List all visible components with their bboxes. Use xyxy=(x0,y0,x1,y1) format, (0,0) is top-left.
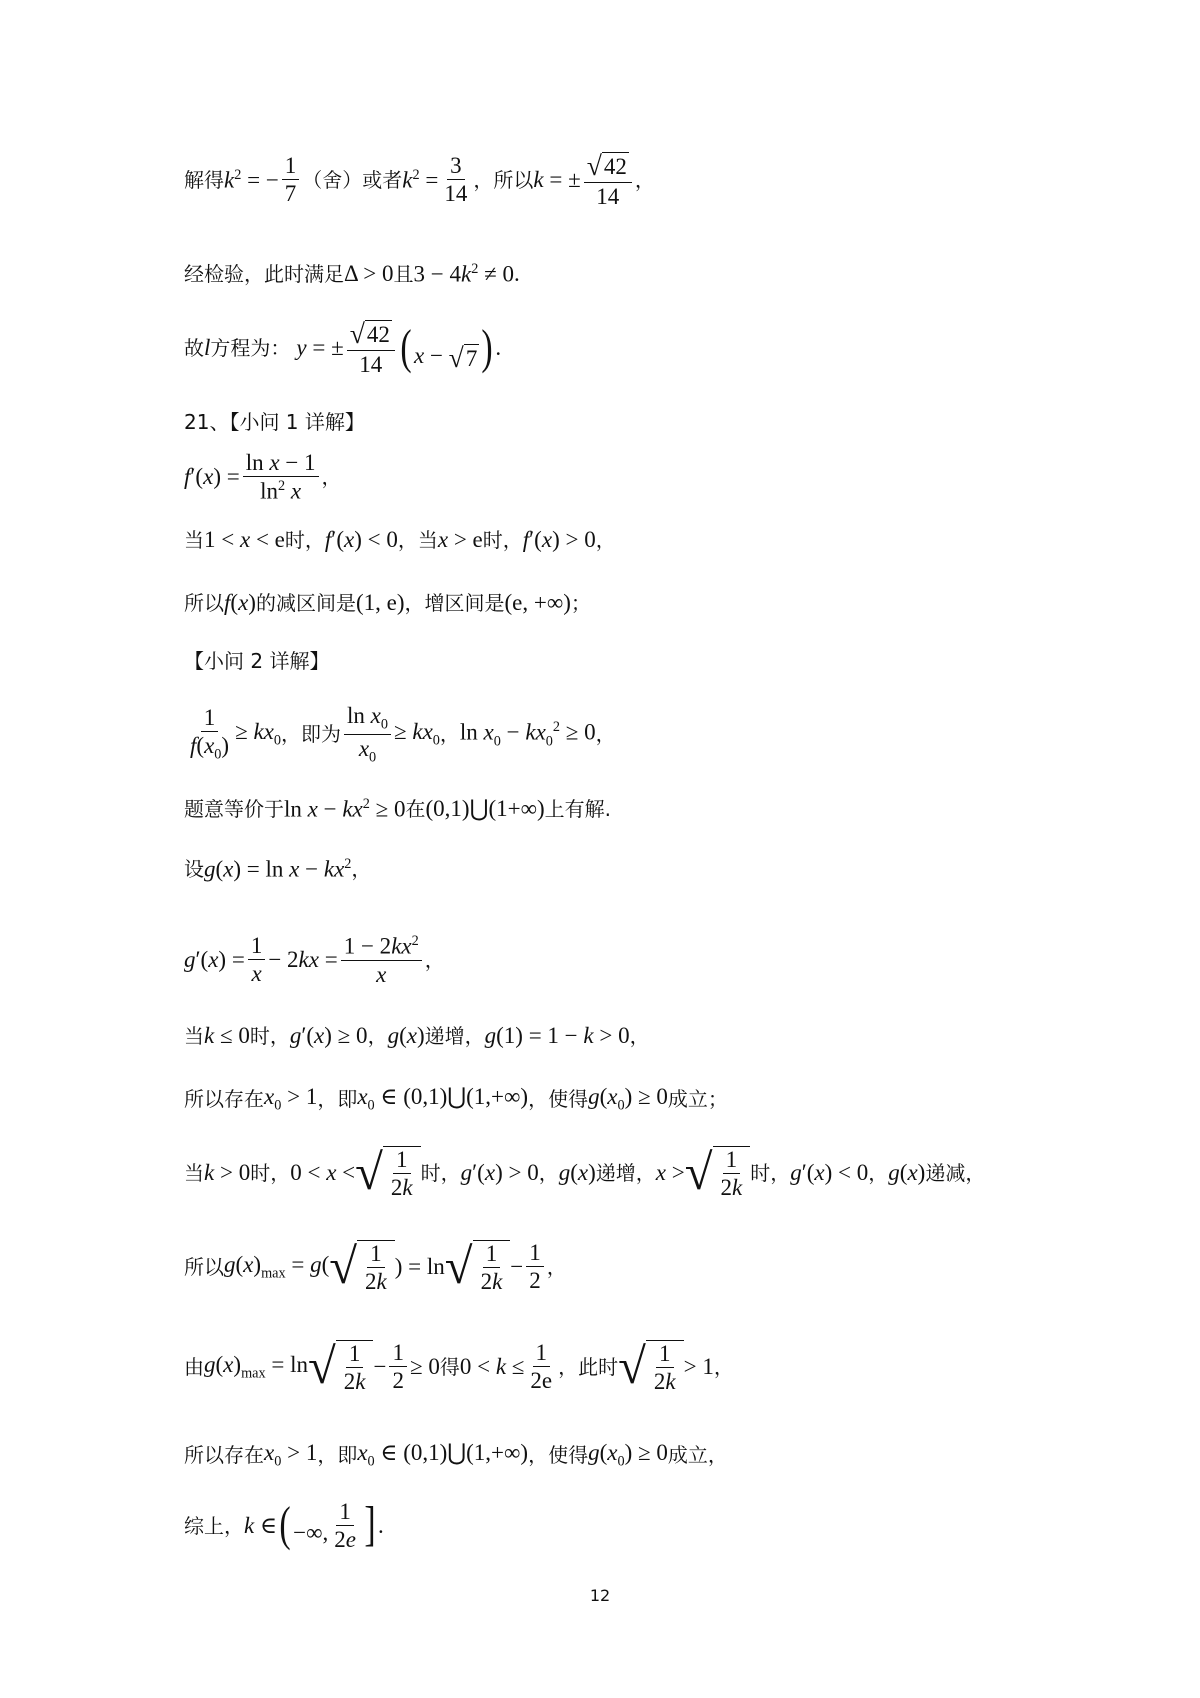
text: 时， xyxy=(482,527,523,552)
text: 时， xyxy=(250,1160,291,1185)
text: ， xyxy=(367,1023,388,1048)
text: 【小问 2 详解】 xyxy=(184,649,330,673)
text: ，即 xyxy=(317,1442,358,1467)
line-equivalent: 题意等价于 $\ln x - kx^2 \ge 0$ 在 (0,1)⋃(1+∞) 上有解. xyxy=(184,796,611,822)
text: ，增区间是 xyxy=(404,590,505,615)
text: ， xyxy=(595,527,616,552)
line-inequality: $\frac{1}{f(x_0)}$ ≥ $kx_0$ ，即为 $\frac{\ln x_0}{x_0}$ ≥ $kx_0$ ， $\ln x_0 - kx_0^2 \ge 0$ ， xyxy=(190,703,616,766)
text: 在 xyxy=(405,796,426,821)
text: ， xyxy=(595,722,616,747)
text: 经检验，此时满足 xyxy=(184,261,344,286)
text: . xyxy=(378,1513,384,1538)
text: 当 xyxy=(184,527,204,552)
text: 21、【小问 1 详解】 xyxy=(184,410,365,434)
text: ，即为 xyxy=(281,722,341,747)
text: ， xyxy=(538,1160,559,1185)
text: 所以 xyxy=(184,590,224,615)
text: ，使得 xyxy=(528,1086,589,1111)
line-gmax: 所以 $g(x)_{max} = g$( √ $\frac{1}{2k}$ ) = ln √ $\frac{1}{2k}$ − $\frac{1}{2}$ ， xyxy=(184,1238,567,1295)
line-exists-2: 所以存在 $x_0 > 1$ ，即 $x_0$ ∈ (0,1)⋃(1,+∞) ，使得 $g(x_0) \ge 0$ 成立， xyxy=(184,1440,728,1470)
text: 成立； xyxy=(667,1086,728,1111)
text: 上有解. xyxy=(544,796,611,821)
text: ； xyxy=(570,590,591,615)
line-conclusion: 综上， k ∈ ( −∞, $\frac{1}{2e}$ ] . xyxy=(184,1498,384,1552)
text: ，此时 xyxy=(558,1354,619,1379)
text: 时， xyxy=(284,527,325,552)
text: 递增， xyxy=(424,1023,485,1048)
text: 题意等价于 xyxy=(184,796,284,821)
text: 当 xyxy=(184,1160,204,1185)
text: ， xyxy=(546,1254,567,1279)
text: 综上， xyxy=(184,1513,244,1538)
text: ，所以 xyxy=(473,167,534,192)
text: 方程为： xyxy=(210,335,291,360)
line-intervals: 所以 f(x) 的减区间是 (1, e) ，增区间是 (e, +∞) ； xyxy=(184,590,591,615)
line-case-k-gt-0: 当 k > 0 时， 0 < x < √ $\frac{1}{2k}$ 时， g′(x) > 0 ， g(x) 递增， x > √ $\frac{1}{2k}$ 时， g′(x) < 0 ， g(x) 递减， xyxy=(184,1144,986,1201)
text: ， xyxy=(321,464,342,489)
text: 故 xyxy=(184,335,204,360)
line-exists-1: 所以存在 $x_0 > 1$ ，即 $x_0$ ∈ (0,1)⋃(1,+∞) ，使得 $g(x_0) \ge 0$ 成立； xyxy=(184,1084,728,1114)
text: 成立， xyxy=(667,1442,728,1467)
text: 由 xyxy=(184,1354,204,1379)
heading-q21-part1 xyxy=(184,412,365,432)
text: ，当 xyxy=(397,527,438,552)
text: ， xyxy=(439,722,460,747)
text: 递减， xyxy=(925,1160,986,1185)
heading-part2 xyxy=(184,651,329,671)
text: ， xyxy=(713,1354,734,1379)
text: 的减区间是 xyxy=(255,590,356,615)
text: ， xyxy=(629,1023,650,1048)
text: 时， xyxy=(750,1160,791,1185)
text: ，即 xyxy=(317,1086,358,1111)
text: ，使得 xyxy=(528,1442,589,1467)
text: ， xyxy=(634,167,655,192)
line-solve-k: 解得 $k^2$ = − $\frac{1}{7}$ （舍）或者 $k^2$ = $\frac{3}{14}$ ，所以 k = ± √ 42 14 ， xyxy=(184,150,655,209)
line-check: 经检验，此时满足 Δ > 0 且 $3 - 4k^2 \ne 0$ . xyxy=(184,261,520,287)
text: ， xyxy=(868,1160,889,1185)
text: ， xyxy=(351,856,372,881)
text: 设 xyxy=(184,856,204,881)
line-k-range: 由 $g(x)_{max} = \ln$ √ $\frac{1}{2k}$ − $\frac{1}{2}$ ≥ 0 得 0 < k ≤ $\frac{1}{2e}$ ，此时 √ $\frac{1}{2k}$ > 1 ， xyxy=(184,1338,734,1395)
line-g-derivative: g′(x) = $\frac{1}{x}$ − 2kx = $\frac{1 - 2kx^2}{x}$ ， xyxy=(184,933,445,987)
text: 解得 xyxy=(184,167,224,192)
text: 时， xyxy=(420,1160,461,1185)
text: 得 xyxy=(439,1354,460,1379)
line-case-k-le-0: 当 k ≤ 0 时， g′(x) ≥ 0 ， g(x) 递增， g(1) = 1 − k > 0 ， xyxy=(184,1023,650,1048)
text: 所以 xyxy=(184,1254,224,1279)
page-number: 12 xyxy=(589,1586,611,1605)
line-l-equation: 故 l 方程为： y = ± √ 42 14 ( x − √ 7 ) . xyxy=(184,318,502,377)
text: 递增， xyxy=(595,1160,656,1185)
text: （舍）或者 xyxy=(302,167,403,192)
text: ， xyxy=(424,947,445,972)
text: 当 xyxy=(184,1023,204,1048)
line-derivative: f′(x) = $\frac{\text{ln x − 1}}{\ln^2 x}$ ， xyxy=(184,450,342,504)
text: . xyxy=(513,261,520,287)
text: 所以存在 xyxy=(184,1442,264,1467)
line-define-g: 设 $g(x) = \ln x - kx^2$ ， xyxy=(184,856,372,882)
text: . xyxy=(495,335,502,361)
text: 时， xyxy=(249,1023,290,1048)
text: 且 xyxy=(393,261,414,286)
text: 所以存在 xyxy=(184,1086,264,1111)
line-sign: 当 1 < x < e 时， f′(x) < 0 ，当 x > e 时， f′(x) > 0 ， xyxy=(184,527,616,552)
